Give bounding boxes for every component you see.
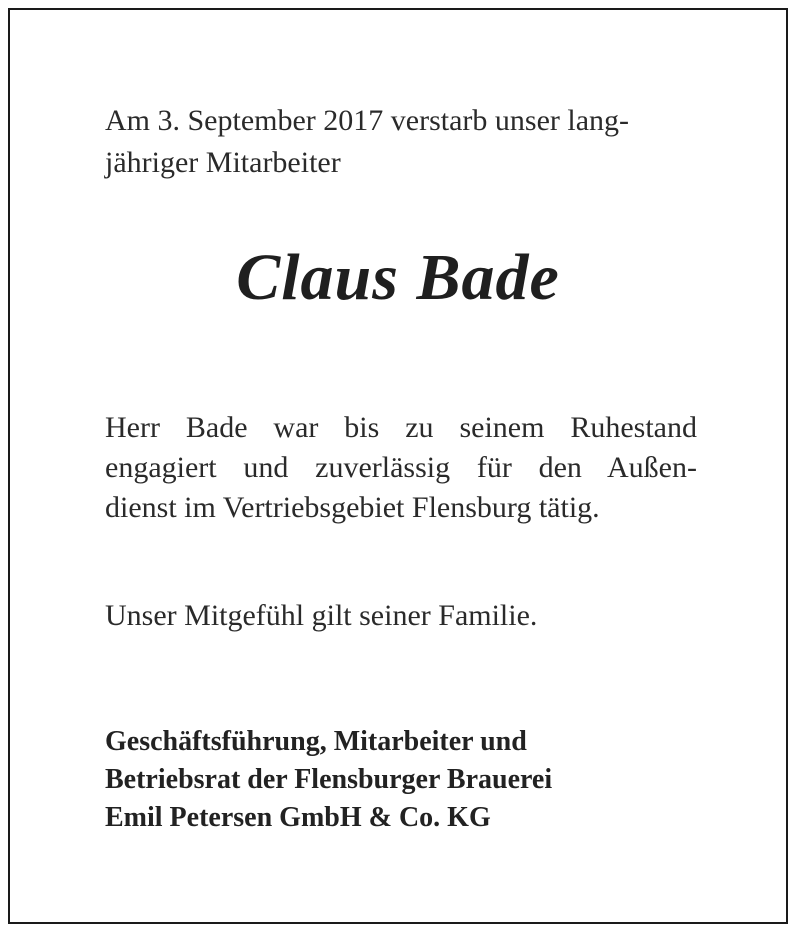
- sympathy-line: Unser Mitgefühl gilt seiner Familie.: [105, 599, 538, 632]
- signature-line: Geschäftsführung, Mitarbeiter und: [105, 726, 527, 757]
- signature-line: Emil Petersen GmbH & Co. KG: [105, 802, 491, 833]
- intro-paragraph: [105, 100, 629, 184]
- intro-line: Am 3. September 2017 verstarb unser lang-: [105, 104, 630, 137]
- obituary-notice-frame: [8, 8, 788, 924]
- tribute-line: engagiert und zuverlässig für den Außen-: [105, 451, 697, 484]
- intro-line: jähriger Mitarbeiter: [105, 146, 341, 179]
- tribute-line: dienst im Vertriebsgebiet Flensburg tätig.: [105, 491, 600, 524]
- tribute-paragraph: [105, 408, 697, 528]
- tribute-line: Herr Bade war bis zu seinem Ruhestand: [105, 411, 697, 444]
- deceased-name: Claus Bade: [236, 241, 560, 314]
- signature-line: Betriebsrat der Flensburger Brauerei: [105, 764, 553, 795]
- signature-block: [105, 723, 552, 837]
